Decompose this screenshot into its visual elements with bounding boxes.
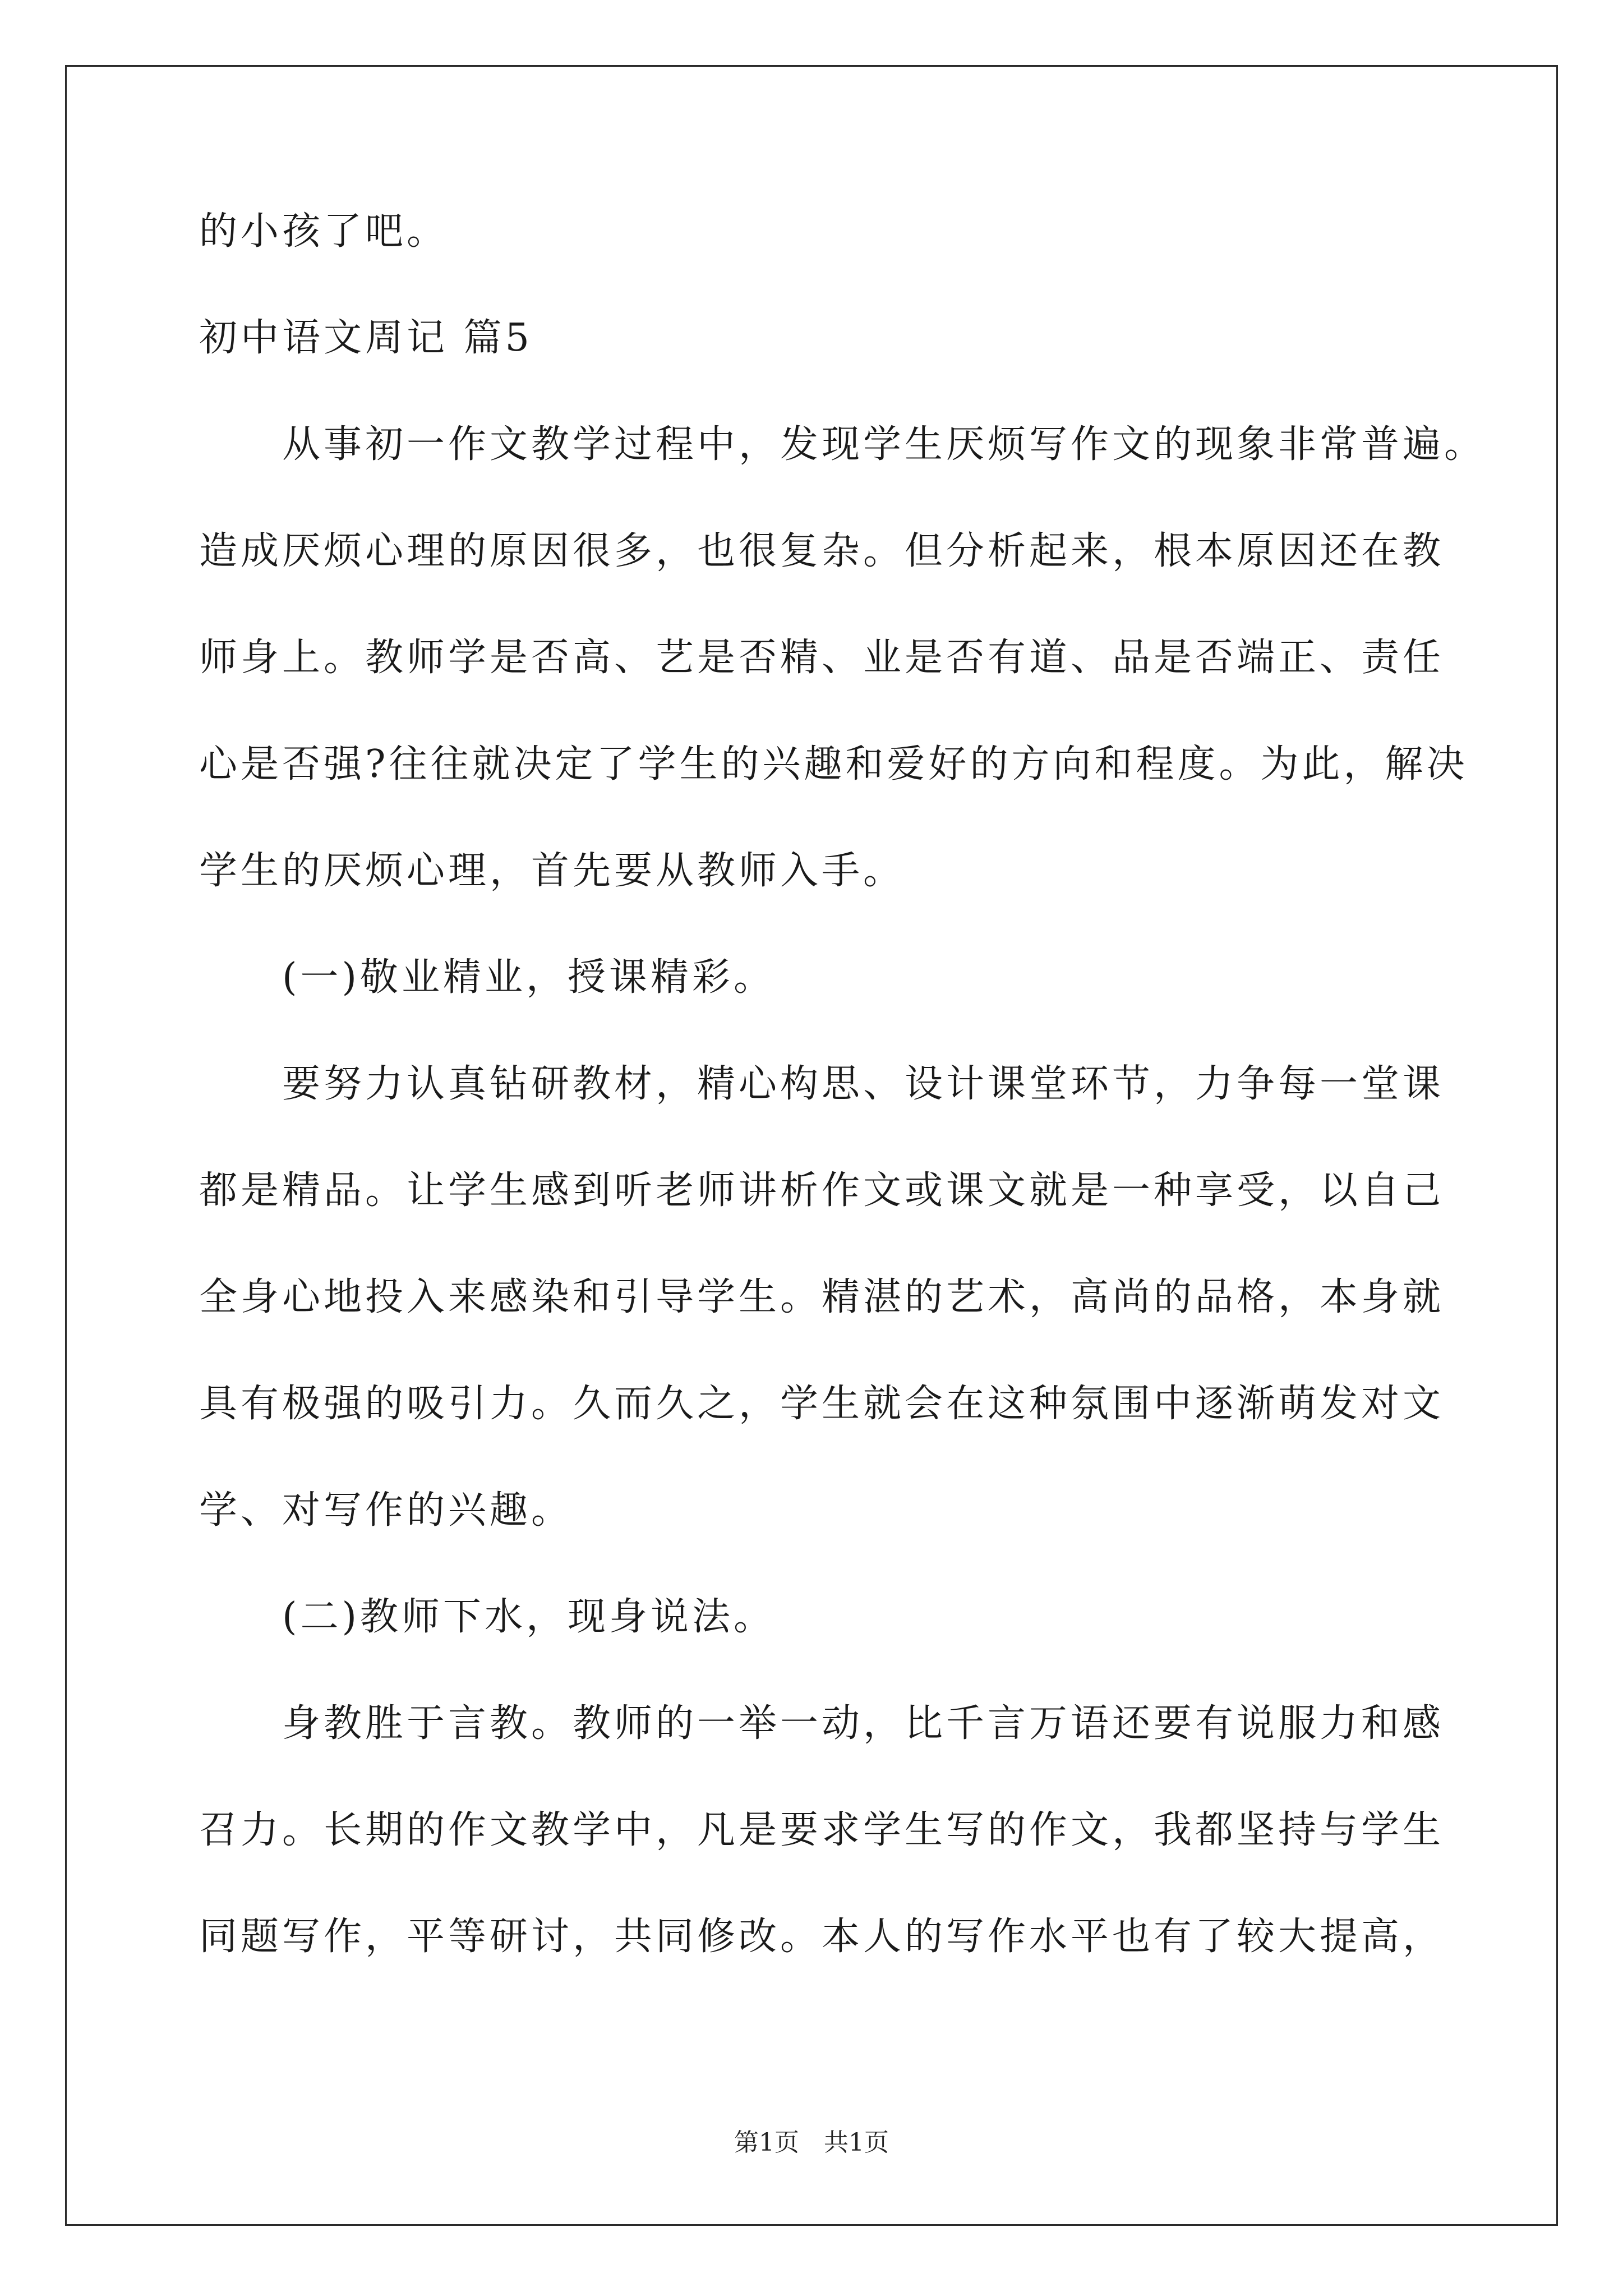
text-line: 全身心地投入来感染和引导学生。精湛的艺术，高尚的品格，本身就 (199, 1275, 1445, 1319)
text-line: 学生的厌烦心理，首先要从教师入手。 (199, 849, 905, 893)
page-border (65, 65, 1558, 2226)
section-title: 初中语文周记 篇5 (199, 316, 533, 360)
text-line: 的小孩了吧。 (199, 209, 449, 254)
text-line: 召力。长期的作文教学中，凡是要求学生写的作文，我都坚持与学生 (199, 1808, 1445, 1852)
text-line: 具有极强的吸引力。久而久之，学生就会在这种氛围中逐渐萌发对文 (199, 1382, 1445, 1426)
text-line: 要努力认真钻研教材，精心构思、设计课堂环节，力争每一堂课 (199, 1062, 1445, 1106)
page-number-footer: 第1页 共1页 (734, 2128, 889, 2157)
text-line: 都是精品。让学生感到听老师讲析作文或课文就是一种享受，以自己 (199, 1168, 1445, 1213)
text-line: 同题写作，平等研讨，共同修改。本人的写作水平也有了较大提高， (199, 1915, 1445, 1959)
text-line: 学、对写作的兴趣。 (199, 1488, 573, 1533)
text-line: 身教胜于言教。教师的一举一动，比千言万语还要有说服力和感 (199, 1701, 1445, 1746)
text-line: (一)敬业精业，授课精彩。 (199, 955, 776, 1000)
text-line: 师身上。教师学是否高、艺是否精、业是否有道、品是否端正、责任 (199, 636, 1445, 680)
text-line: 造成厌烦心理的原因很多，也很复杂。但分析起来，根本原因还在教 (199, 529, 1445, 573)
text-line: 心是否强?往往就决定了学生的兴趣和爱好的方向和程度。为此，解决 (199, 742, 1468, 786)
text-line: (二)教师下水，现身说法。 (199, 1595, 776, 1639)
text-line: 从事初一作文教学过程中，发现学生厌烦写作文的现象非常普遍。 (199, 422, 1486, 467)
